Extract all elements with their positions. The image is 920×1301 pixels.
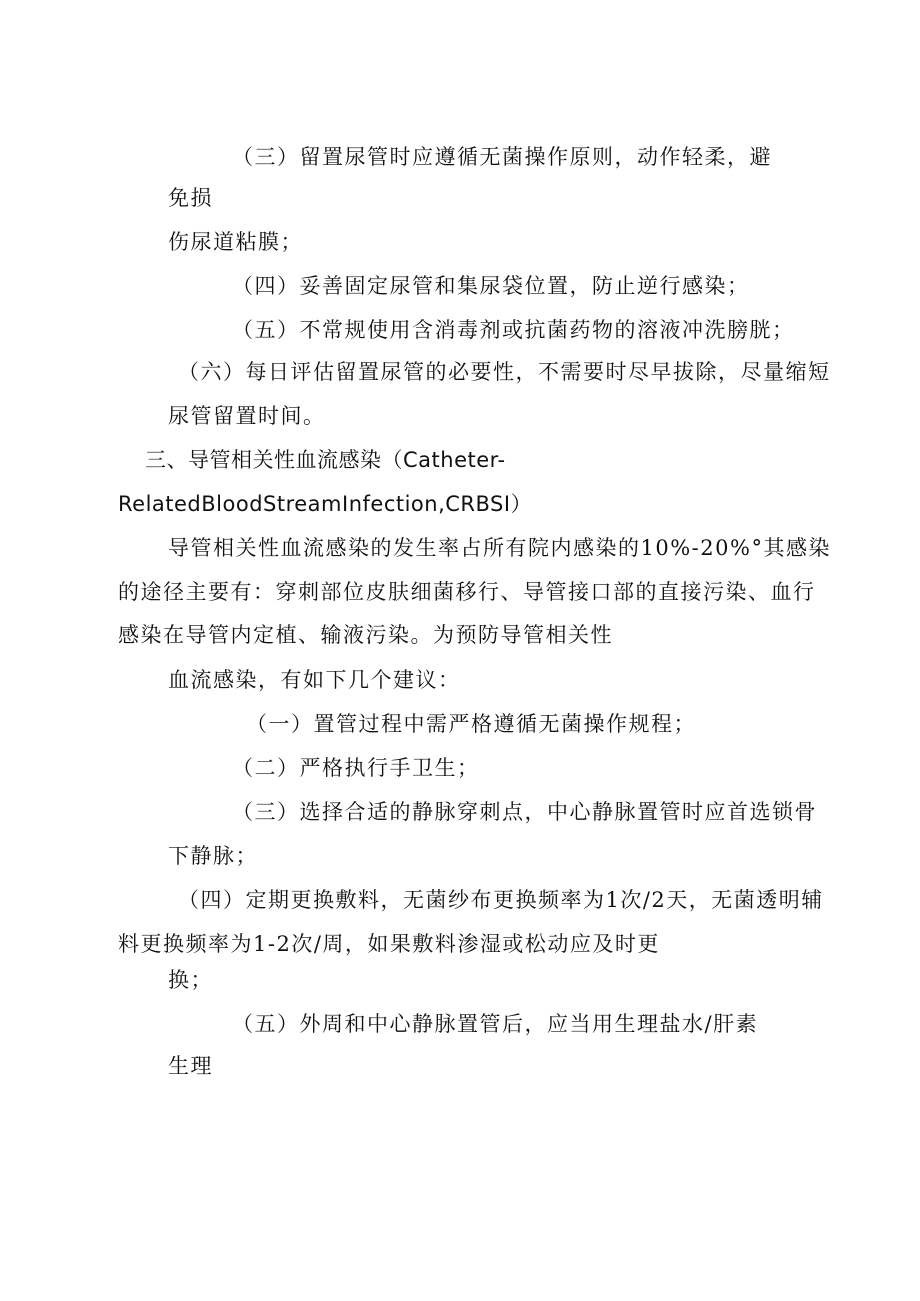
text-line: 伤尿道粘膜； (168, 230, 303, 254)
text-line: 下静脉； (168, 844, 258, 868)
section-heading: 三、导管相关性血流感染（Catheter- (145, 448, 506, 472)
text-line: （四）妥善固定尿管和集尿袋位置，防止逆行感染； (232, 274, 750, 298)
text-line: （三）选择合适的静脉穿刺点，中心静脉置管时应首选锁骨 (232, 800, 817, 824)
text-line: 料更换频率为1-2次/周，如果敷料渗湿或松动应及时更 (118, 932, 660, 956)
text-line: （四）定期更换敷料，无菌纱布更换频率为1次/2天，无菌透明辅 (178, 888, 824, 912)
text-line: 生理 (168, 1054, 213, 1078)
text-line: 血流感染，有如下几个建议： (168, 668, 461, 692)
text-line: （五）外周和中心静脉置管后，应当用生理盐水/肝素 (232, 1012, 759, 1036)
text-line: （三）留置尿管时应遵循无菌操作原则，动作轻柔，避 (232, 145, 772, 169)
text-line: 导管相关性血流感染的发生率占所有院内感染的10%-20%°其感染 (168, 536, 831, 560)
text-line: 的途径主要有：穿刺部位皮肤细菌移行、导管接口部的直接污染、血行 (118, 580, 816, 604)
text-line: （二）严格执行手卫生； (232, 756, 480, 780)
text-line: 免损 (168, 186, 213, 210)
text-line: （六）每日评估留置尿管的必要性，不需要时尽早拔除，尽量缩短 (178, 360, 831, 384)
section-heading-continued: RelatedBloodStreamInfection,CRBSI） (118, 492, 533, 516)
text-line: （一）置管过程中需严格遵循无菌操作规程； (246, 712, 696, 736)
text-line: 换； (168, 968, 213, 992)
text-line: 尿管留置时间。 (168, 404, 326, 428)
text-line: 感染在导管内定植、输液污染。为预防导管相关性 (118, 623, 613, 647)
text-line: （五）不常规使用含消毒剂或抗菌药物的溶液冲洗膀胱； (232, 318, 795, 342)
